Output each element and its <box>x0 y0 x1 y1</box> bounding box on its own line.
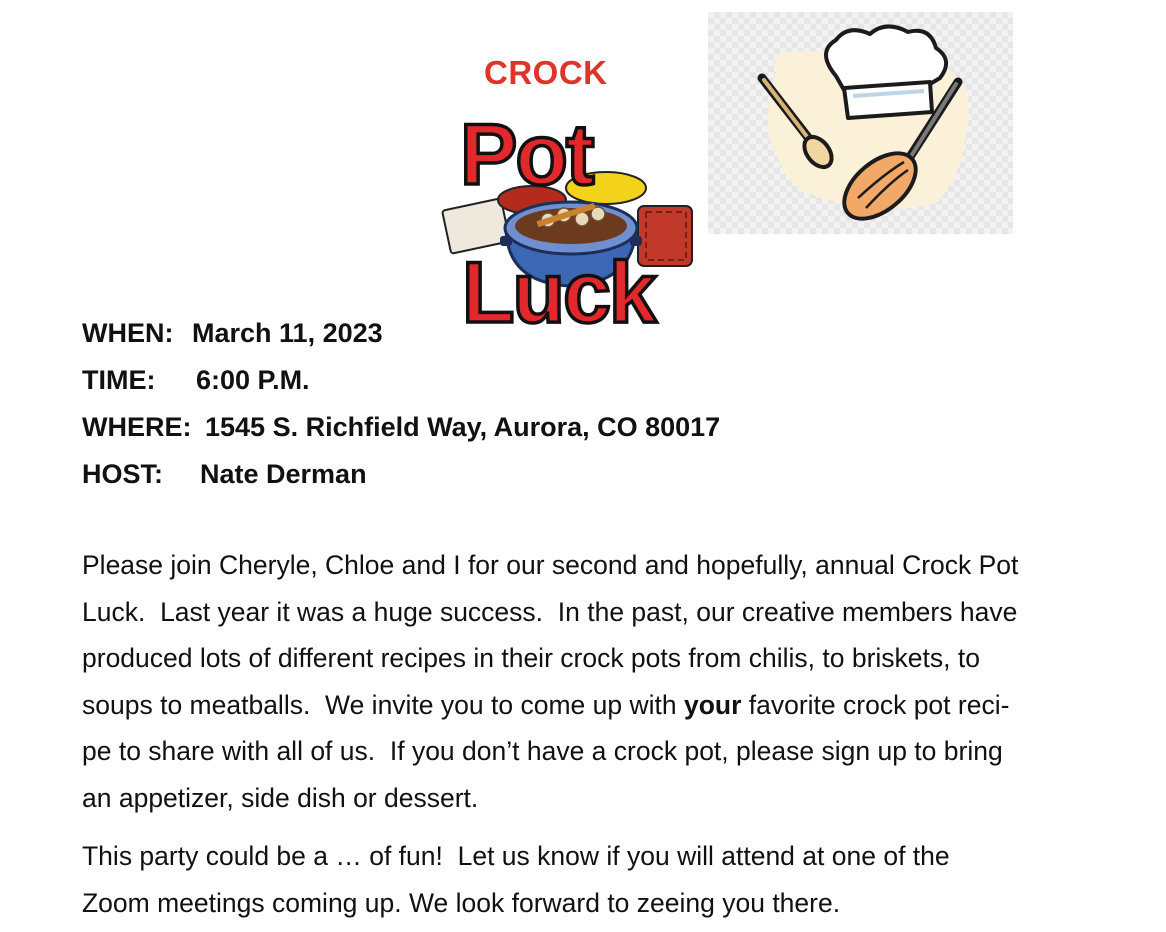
text-fragment: soups to meatballs. We invite you to come up with <box>82 689 684 720</box>
detail-label: WHEN: <box>82 318 174 348</box>
detail-label: HOST: <box>82 459 163 489</box>
crock-word: CROCK <box>484 54 608 91</box>
crock-pot-luck-logo <box>440 108 702 330</box>
detail-value: 6:00 P.M. <box>196 365 310 395</box>
invitation-body <box>82 542 1132 926</box>
text-line: pe to share with all of us. If you don’t have a crock pot, please sign up to bring <box>82 736 1003 766</box>
chef-illustration <box>708 12 1013 234</box>
detail-host <box>82 451 720 498</box>
chef-art-svg <box>708 12 1013 234</box>
text-line: Please join Cheryle, Chloe and I for our second and hopefully, annual Crock Pot <box>82 550 1019 580</box>
detail-value: Nate Derman <box>200 459 367 489</box>
event-details <box>82 310 720 498</box>
text-line <box>82 682 1132 729</box>
text-line: This party could be a … of fun! Let us know if you will attend at one of the <box>82 841 950 871</box>
text-line: Zoom meetings coming up. We look forward to zeeing you there. <box>82 887 841 918</box>
logo-word-pot: Pot <box>460 108 593 203</box>
paragraph-1 <box>82 542 1132 821</box>
detail-time <box>82 357 720 404</box>
detail-label: WHERE: <box>82 412 192 442</box>
text-line: an appetizer, side dish or dessert. <box>82 782 479 813</box>
detail-when <box>82 310 720 357</box>
detail-where <box>82 404 720 451</box>
detail-value: 1545 S. Richfield Way, Aurora, CO 80017 <box>205 412 721 442</box>
text-line: Luck. Last year it was a huge success. In the past, our creative members have <box>82 596 1018 627</box>
detail-label: TIME: <box>82 365 156 395</box>
emphasized-word: your <box>683 689 742 720</box>
logo-word-luck: Luck <box>462 245 655 330</box>
detail-value: March 11, 2023 <box>192 318 383 348</box>
paragraph-2 <box>82 833 1132 926</box>
text-fragment: favorite crock pot reci- <box>741 689 1010 720</box>
text-line: produced lots of different recipes in their crock pots from chilis, to briskets, to <box>82 643 980 673</box>
